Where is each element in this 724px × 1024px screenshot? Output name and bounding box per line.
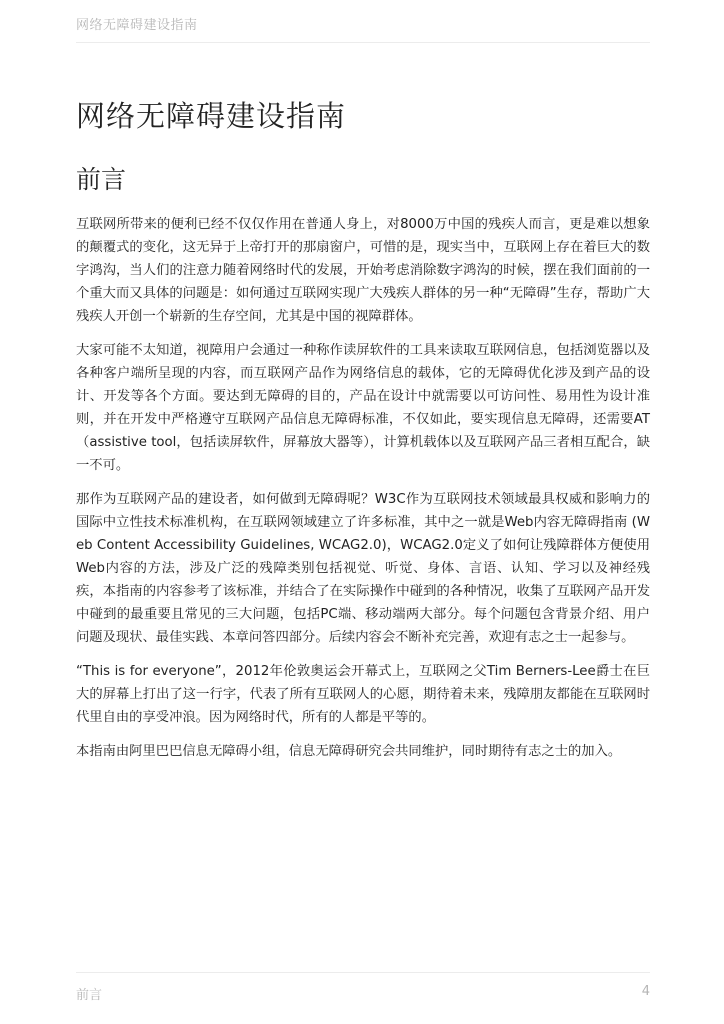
book-title: 网络无障碍建设指南 — [76, 99, 347, 133]
chapter-title: 前言 — [76, 165, 127, 194]
page-number: 4 — [641, 984, 650, 999]
footer-divider — [76, 972, 650, 973]
paragraph-3: 那作为互联网产品的建设者，如何做到无障碍呢？W3C作为互联网技术领域最具权威和影响力的国际中立性技术标准机构，在互联网领域建立了许多标准，其中之一就是Web内容无障碍指南 (Web Content Accessibility Guidelines, WCAG2.0)，WCAG2.0定义了如何让残障群体方便使用Web内容的方法，涉及广泛的残障类别包括视觉、听觉、身体、言语、认知、学习以及神经残疾，本指南的内容参考了该标准，并结合了在实际操作中碰到的各种情况，收集了互联网产品开发中碰到的最重要且常见的三大问题，包括PC端、移动端两大部分。每个问题包含背景介绍、用户问题及现状、最佳实践、本章问答四部分。后续内容会不断补充完善，欢迎有志之士一起参与。 — [76, 492, 650, 645]
running-header: 网络无障碍建设指南 — [76, 18, 198, 33]
footer-section-name: 前言 — [76, 988, 103, 1003]
paragraph-1: 互联网所带来的便利已经不仅仅作用在普通人身上，对8000万中国的残疾人而言，更是难以想象的颠覆式的变化，这无异于上帝打开的那扇窗户，可惜的是，现实当中，互联网上存在着巨大的数字鸿沟，当人们的注意力随着网络时代的发展，开始考虑消除数字鸿沟的时候，摆在我们面前的一个重大而又具体的问题是：如何通过互联网实现广大残疾人群体的另一种“无障碍”生存，帮助广大残疾人开创一个崭新的生存空间，尤其是中国的视障群体。 — [76, 217, 650, 324]
paragraph-2: 大家可能不太知道，视障用户会通过一种称作读屏软件的工具来读取互联网信息，包括浏览器以及各种客户端所呈现的内容，而互联网产品作为网络信息的载体，它的无障碍优化涉及到产品的设计、开发等各个方面。要达到无障碍的目的，产品在设计中就需要以可访问性、易用性为设计准则，并在开发中严格遵守互联网产品信息无障碍标准，不仅如此，要实现信息无障碍，还需要AT（assistive tool，包括读屏软件，屏幕放大器等），计算机载体以及互联网产品三者相互配合，缺一不可。 — [76, 343, 650, 473]
paragraph-5: 本指南由阿里巴巴信息无障碍小组，信息无障碍研究会共同维护，同时期待有志之士的加入。 — [76, 744, 622, 759]
chapter-body — [76, 213, 650, 774]
paragraph-4: “This is for everyone”，2012年伦敦奥运会开幕式上，互联网之父Tim Berners-Lee爵士在巨大的屏幕上打出了这一行字，代表了所有互联网人的心愿，期待着未来，残障朋友都能在互联网时代里自由的享受冲浪。因为网络时代，所有的人都是平等的。 — [76, 664, 650, 725]
header-divider — [76, 42, 650, 43]
